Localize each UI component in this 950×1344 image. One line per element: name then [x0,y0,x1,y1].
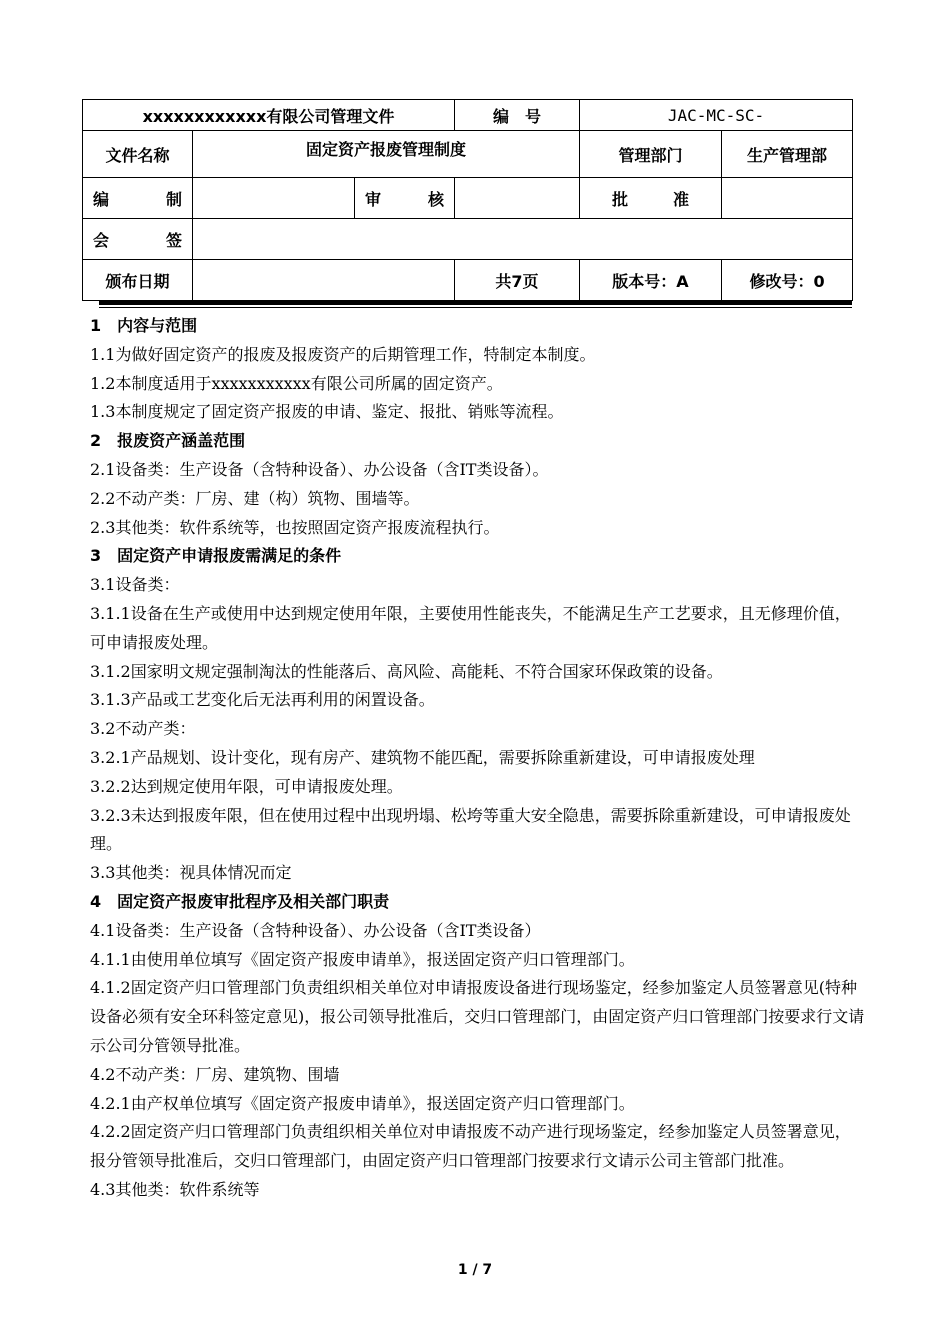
paragraph: 1.2本制度适用于xxxxxxxxxxx有限公司所属的固定资产。 [90,373,503,393]
section-heading: 1 内容与范围 [90,316,198,335]
issue-date-label: 颁布日期 [83,260,193,301]
page-number: 1 / 7 [457,1262,493,1278]
paragraph: 3.2.1产品规划、设计变化，现有房产、建筑物不能匹配，需要拆除重新建设，可申请报废处理 [90,747,755,767]
paragraph: 4.2.2固定资产归口管理部门负责组织相关单位对申请报废不动产进行现场鉴定，经参加鉴定人员签署意见，报分管领导批准后，交归口管理部门，由固定资产归口管理部门按要求行文请示公司主管部门批准。 [90,1122,851,1171]
paragraph: 4.1.2固定资产归口管理部门负责组织相关单位对申请报废设备进行现场鉴定，经参加鉴定人员签署意见(特种设备必须有安全环科签定意见)，报公司领导批准后，交归口管理部门，由固定资产归口管理部门按要求行文请示公司分管领导批准。 [90,978,865,1055]
paragraph: 3.1.2国家明文规定强制淘汰的性能落后、高风险、高能耗、不符合国家环保政策的设备。 [90,661,723,681]
prepare-value [193,178,355,219]
number-label: 编 号 [455,100,580,131]
paragraph: 3.2不动产类： [90,719,196,739]
paragraph: 2.2不动产类：厂房、建（构）筑物、围墙等。 [90,488,420,508]
total-pages: 共7页 [455,260,580,301]
dept-value: 生产管理部 [722,131,853,178]
paragraph: 4.1.1由使用单位填写《固定资产报废申请单》，报送固定资产归口管理部门。 [90,949,635,969]
file-name-value: 固定资产报废管理制度 [193,131,580,178]
header-divider-thin [99,307,852,308]
paragraph: 3.3其他类：视具体情况而定 [90,863,292,883]
version-number: 版本号：A [580,260,722,301]
paragraph: 2.1设备类：生产设备（含特种设备）、办公设备（含IT类设备）。 [90,459,549,479]
review-value [455,178,580,219]
document-body [90,312,865,1205]
paragraph: 3.2.2达到规定使用年限，可申请报废处理。 [90,776,403,796]
paragraph: 4.3其他类：软件系统等 [90,1179,260,1199]
paragraph: 4.2.1由产权单位填写《固定资产报废申请单》，报送固定资产归口管理部门。 [90,1093,635,1113]
paragraph: 2.3其他类：软件系统等，也按照固定资产报废流程执行。 [90,517,500,537]
file-name-label: 文件名称 [83,131,193,178]
company-doc-title: xxxxxxxxxxxx有限公司管理文件 [83,100,455,131]
paragraph: 4.1设备类：生产设备（含特种设备）、办公设备（含IT类设备） [90,920,541,940]
document-number: JAC-MC-SC- [580,100,853,131]
paragraph: 3.2.3未达到报废年限，但在使用过程中出现坍塌、松垮等重大安全隐患，需要拆除重新建设，可申请报废处理。 [90,805,851,854]
prepare-label: 编 制 [83,178,193,219]
paragraph: 4.2不动产类：厂房、建筑物、围墙 [90,1064,340,1084]
section-heading: 4 固定资产报废审批程序及相关部门职责 [90,891,390,911]
paragraph: 1.3本制度规定了固定资产报废的申请、鉴定、报批、销账等流程。 [90,402,564,422]
approve-value [722,178,853,219]
section-heading: 3 固定资产申请报废需满足的条件 [90,546,342,566]
paragraph: 3.1设备类： [90,575,180,595]
countersign-value [193,219,853,260]
paragraph: 3.1.3产品或工艺变化后无法再利用的闲置设备。 [90,690,435,710]
review-label: 审 核 [355,178,455,219]
section-heading: 2 报废资产涵盖范围 [90,431,246,451]
issue-date-value [193,260,455,301]
countersign-label: 会 签 [83,219,193,260]
dept-label: 管理部门 [580,131,722,178]
paragraph: 1.1为做好固定资产的报废及报废资产的后期管理工作，特制定本制度。 [90,344,596,364]
paragraph: 3.1.1设备在生产或使用中达到规定使用年限，主要使用性能丧失，不能满足生产工艺要求，且无修理价值，可申请报废处理。 [90,603,851,652]
document-header-table [82,99,853,301]
approve-label: 批 准 [580,178,722,219]
header-divider-thick [99,301,852,305]
revision-number: 修改号：0 [722,260,853,301]
